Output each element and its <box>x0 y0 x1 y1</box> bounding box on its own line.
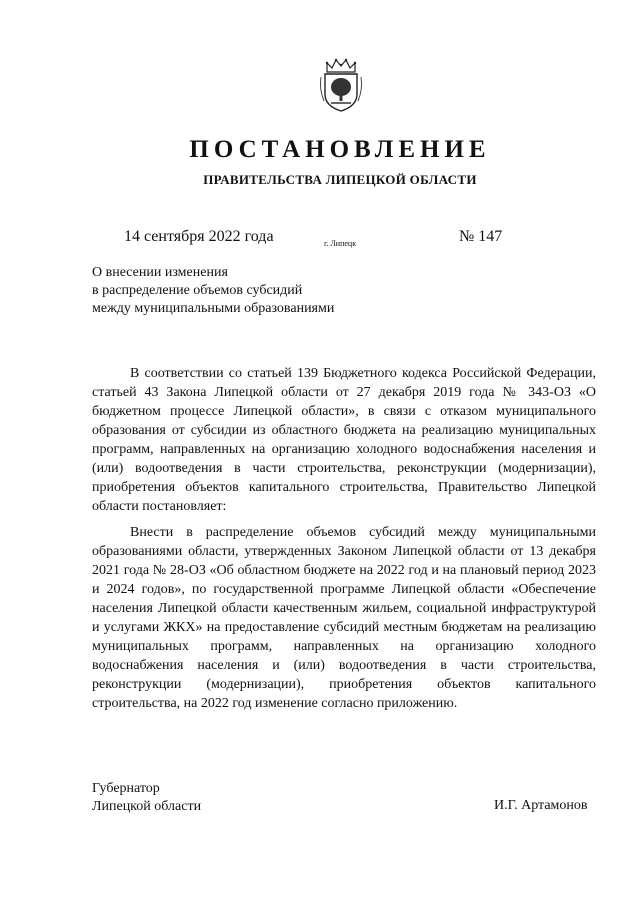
body-paragraph: В соответствии со статьей 139 Бюджетного кодекса Российской Федерации, статьей 43 Закона Липецкой области от 27 декабря 2019 года № 343-ОЗ «О бюджетном процессе Липецкой области», в связи с отказом муниципального образования от субсидии из областного бюджета на реализацию муниципальных программ, направленных на организацию холодного водоснабжения населения и (или) водоотведения в части строительства, реконструкции (модернизации), приобретения объектов капитального строительства, Правительство Липецкой области постановляет: <box>92 366 596 514</box>
subject-line: в распределение объемов субсидий <box>92 283 303 298</box>
document-body <box>92 364 596 720</box>
subject-line: О внесении изменения <box>92 265 228 280</box>
document-number: № 147 <box>459 228 503 245</box>
signer-name: И.Г. Артамонов <box>494 798 588 813</box>
issuer-subtitle: ПРАВИТЕЛЬСТВА ЛИПЕЦКОЙ ОБЛАСТИ <box>203 172 477 187</box>
document-subject <box>92 264 334 318</box>
signer-position-line: Губернатор <box>92 781 160 796</box>
subject-line: между муниципальными образованиями <box>92 301 335 316</box>
signer-position <box>92 780 201 816</box>
document-date: 14 сентября 2022 года <box>124 228 274 245</box>
document-city: г. Липецк <box>324 239 357 248</box>
coat-of-arms-icon <box>318 57 364 113</box>
body-paragraph: Внести в распределение объемов субсидий между муниципальными образованиями области, утвержденных Законом Липецкой области от 13 декабря 2021 года № 28-ОЗ «Об областном бюджете на 2022 год и на плановый период 2023 и 2024 годов», по государственной программе Липецкой области «Обеспечение населения Липецкой области качественным жильем, социальной инфраструктурой и услугами ЖКХ» на предоставление субсидий местным бюджетам на реализацию муниципальных программ, направленных на организацию холодного водоснабжения населения и (или) водоотведения в части строительства, реконструкции (модернизации), приобретения объектов капитального строительства, на 2022 год изменение согласно приложению. <box>92 525 596 711</box>
document-title: ПОСТАНОВЛЕНИЕ <box>189 136 491 163</box>
signer-position-line: Липецкой области <box>92 799 202 814</box>
